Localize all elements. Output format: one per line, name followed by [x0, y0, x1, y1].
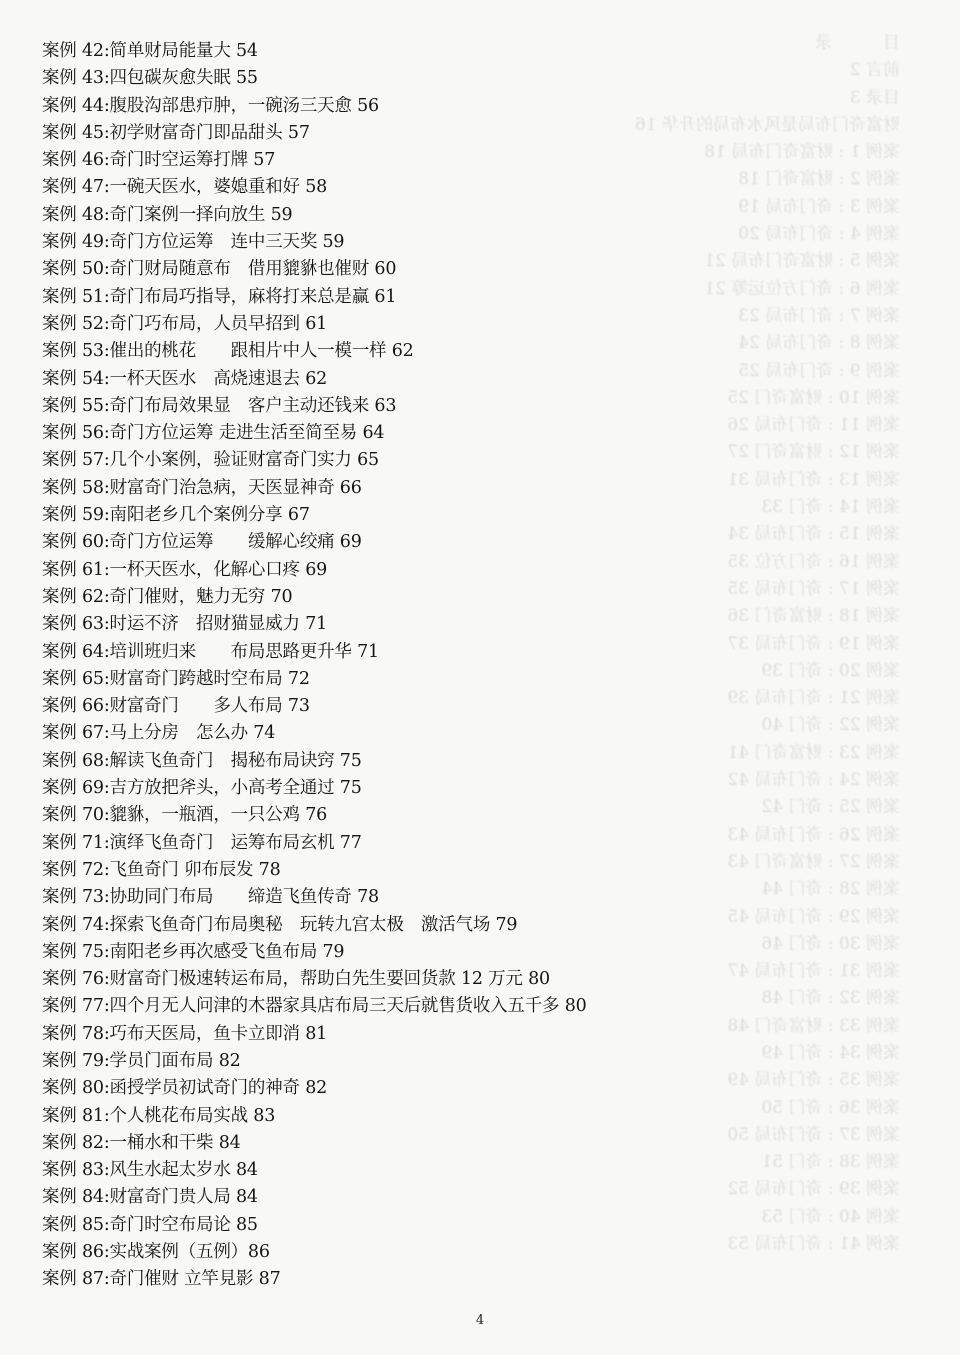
- toc-entry: 案例 77:四个月无人问津的木器家具店布局三天后就售货收入五千多 80: [42, 996, 587, 1017]
- toc-entry: 案例 65:财富奇门跨越时空布局 72: [42, 668, 310, 689]
- toc-entry: 案例 43:四包碳灰愈失眠 55: [42, 68, 258, 89]
- toc-entry: 案例 64:培训班归来 布局思路更升华 71: [42, 641, 379, 662]
- toc-entry: 案例 86:实战案例（五例）86: [42, 1242, 270, 1263]
- toc-entry: 案例 82:一桶水和干柴 84: [42, 1132, 241, 1153]
- toc-entry: 案例 60:奇门方位运筹 缓解心绞痛 69: [42, 532, 362, 553]
- toc-entry: 案例 79:学员门面布局 82: [42, 1050, 241, 1071]
- toc-entry: 案例 62:奇门催财，魅力无穷 70: [42, 586, 293, 607]
- toc-entry: 案例 61:一杯天医水，化解心口疼 69: [42, 559, 328, 580]
- toc-entry: 案例 75:南阳老乡再次感受飞鱼布局 79: [42, 941, 345, 962]
- toc-entry: 案例 84:财富奇门贵人局 84: [42, 1187, 258, 1208]
- toc-entry: 案例 71:演绎飞鱼奇门 运筹布局玄机 77: [42, 832, 362, 853]
- toc-entry: 案例 68:解读飞鱼奇门 揭秘布局诀窍 75: [42, 750, 362, 771]
- toc-entry: 案例 53:催出的桃花 跟相片中人一模一样 62: [42, 341, 414, 362]
- toc-entry: 案例 73:协助同门布局 缔造飞鱼传奇 78: [42, 887, 379, 908]
- toc-entry: 案例 63:时运不济 招财猫显威力 71: [42, 614, 328, 635]
- toc-entry: 案例 48:奇门案例一择向放生 59: [42, 204, 293, 225]
- toc-entry: 案例 46:奇门时空运筹打牌 57: [42, 150, 276, 171]
- toc-entry: 案例 50:奇门财局随意布 借用貔貅也催财 60: [42, 259, 397, 280]
- toc-entry: 案例 51:奇门布局巧指导，麻将打来总是赢 61: [42, 286, 397, 307]
- toc-entry: 案例 57:几个小案例，验证财富奇门实力 65: [42, 450, 379, 471]
- toc-entry: 案例 66:财富奇门 多人布局 73: [42, 696, 310, 717]
- toc-entry: 案例 54:一杯天医水 高烧速退去 62: [42, 368, 328, 389]
- toc-entry: 案例 45:初学财富奇门即品甜头 57: [42, 122, 310, 143]
- toc-entry: 案例 81:个人桃花布局实战 83: [42, 1105, 276, 1126]
- toc-entry: 案例 52:奇门巧布局，人员早招到 61: [42, 313, 328, 334]
- toc-entry: 案例 80:函授学员初试奇门的神奇 82: [42, 1078, 328, 1099]
- toc-entry: 案例 87:奇门催财 立竿見影 87: [42, 1269, 281, 1290]
- toc-entry: 案例 49:奇门方位运筹 连中三天奖 59: [42, 232, 345, 253]
- toc-entry: 案例 85:奇门时空布局论 85: [42, 1214, 258, 1235]
- toc-entry: 案例 67:马上分房 怎么办 74: [42, 723, 276, 744]
- toc-entry: 案例 78:巧布天医局，鱼卡立即消 81: [42, 1023, 328, 1044]
- toc-entry: 案例 42:简单财局能量大 54: [42, 41, 258, 61]
- toc-entry: 案例 59:南阳老乡几个案例分享 67: [42, 505, 310, 526]
- toc-entry: 案例 69:吉方放把斧头，小高考全通过 75: [42, 778, 362, 799]
- toc-entry: 案例 74:探索飞鱼奇门布局奥秘 玩转九宫太极 激活气场 79: [42, 914, 518, 935]
- page-number: 4: [475, 1313, 485, 1328]
- toc-entry: 案例 56:奇门方位运筹 走进生活至简至易 64: [42, 423, 385, 444]
- toc-entry: 案例 58:财富奇门治急病，天医显神奇 66: [42, 477, 362, 498]
- toc-entry: 案例 70:貔貅，一瓶酒，一只公鸡 76: [42, 805, 328, 826]
- toc-entry: 案例 55:奇门布局效果显 客户主动还钱来 63: [42, 395, 397, 416]
- toc-entry: 案例 76:财富奇门极速转运布局，帮助白先生要回货款 12 万元 80: [42, 969, 550, 990]
- toc-entry: 案例 72:飞鱼奇门 卯布辰发 78: [42, 859, 281, 880]
- toc-entry: 案例 83:风生水起太岁水 84: [42, 1160, 258, 1181]
- bleed-through-reverse-side: 目 录 前言 2 目录 3 财富奇门布局是风水布局的升华 16 案例 1 : 财富奇门布局 18 案例 2 : 财富奇门 18 案例 3 : 奇门布局 19 案例 4 : 奇门布局 20 案例 5 : 财富奇门布局 21 案例 6 : 奇门方位运筹 21 案例 7 : 奇门布局 23 案例 8 : 奇门布局 24 案例 9 : 奇门布局 25 案例 10 : 财富奇门 25 案例 11 : 奇门布局 26 案例 12 : 财富奇门 27 案例 13 : 奇门布局 31 案例 14 : 奇门 33 案例 15 : 奇门布局 34 案例 16 : 奇门方位 35 案例 17 : 奇门布局 35 案例 18 : 财富奇门 36 案例 19 : 奇门布局 37 案例 20 : 奇门 39 案例 21 : 奇门布局 39 案例 22 : 奇门 40 案例 23 : 财富奇门 41 案例 24 : 奇门布局 42 案例 25 : 奇门 42 案例 26 : 奇门布局 43 案例 27 : 财富奇门 43 案例 28 : 奇门 44 案例 29 : 奇门布局 45 案例 30 : 奇门 46 案例 31 : 奇门布局 47 案例 32 : 奇门 48 案例 33 : 财富奇门 48 案例 34 : 奇门 49 案例 35 : 奇门布局 49 案例 36 : 奇门 50 案例 37 : 奇门布局 50 案例 38 : 奇门 51 案例 39 : 奇门布局 52 案例 40 : 奇门 53 案例 41 : 奇门布局 53: [634, 33, 900, 1255]
- toc-entry: 案例 47:一碗天医水，婆媳重和好 58: [42, 177, 328, 198]
- toc-entry: 案例 44:腹股沟部患疖肿，一碗汤三天愈 56: [42, 95, 379, 116]
- table-of-contents: [42, 38, 942, 1294]
